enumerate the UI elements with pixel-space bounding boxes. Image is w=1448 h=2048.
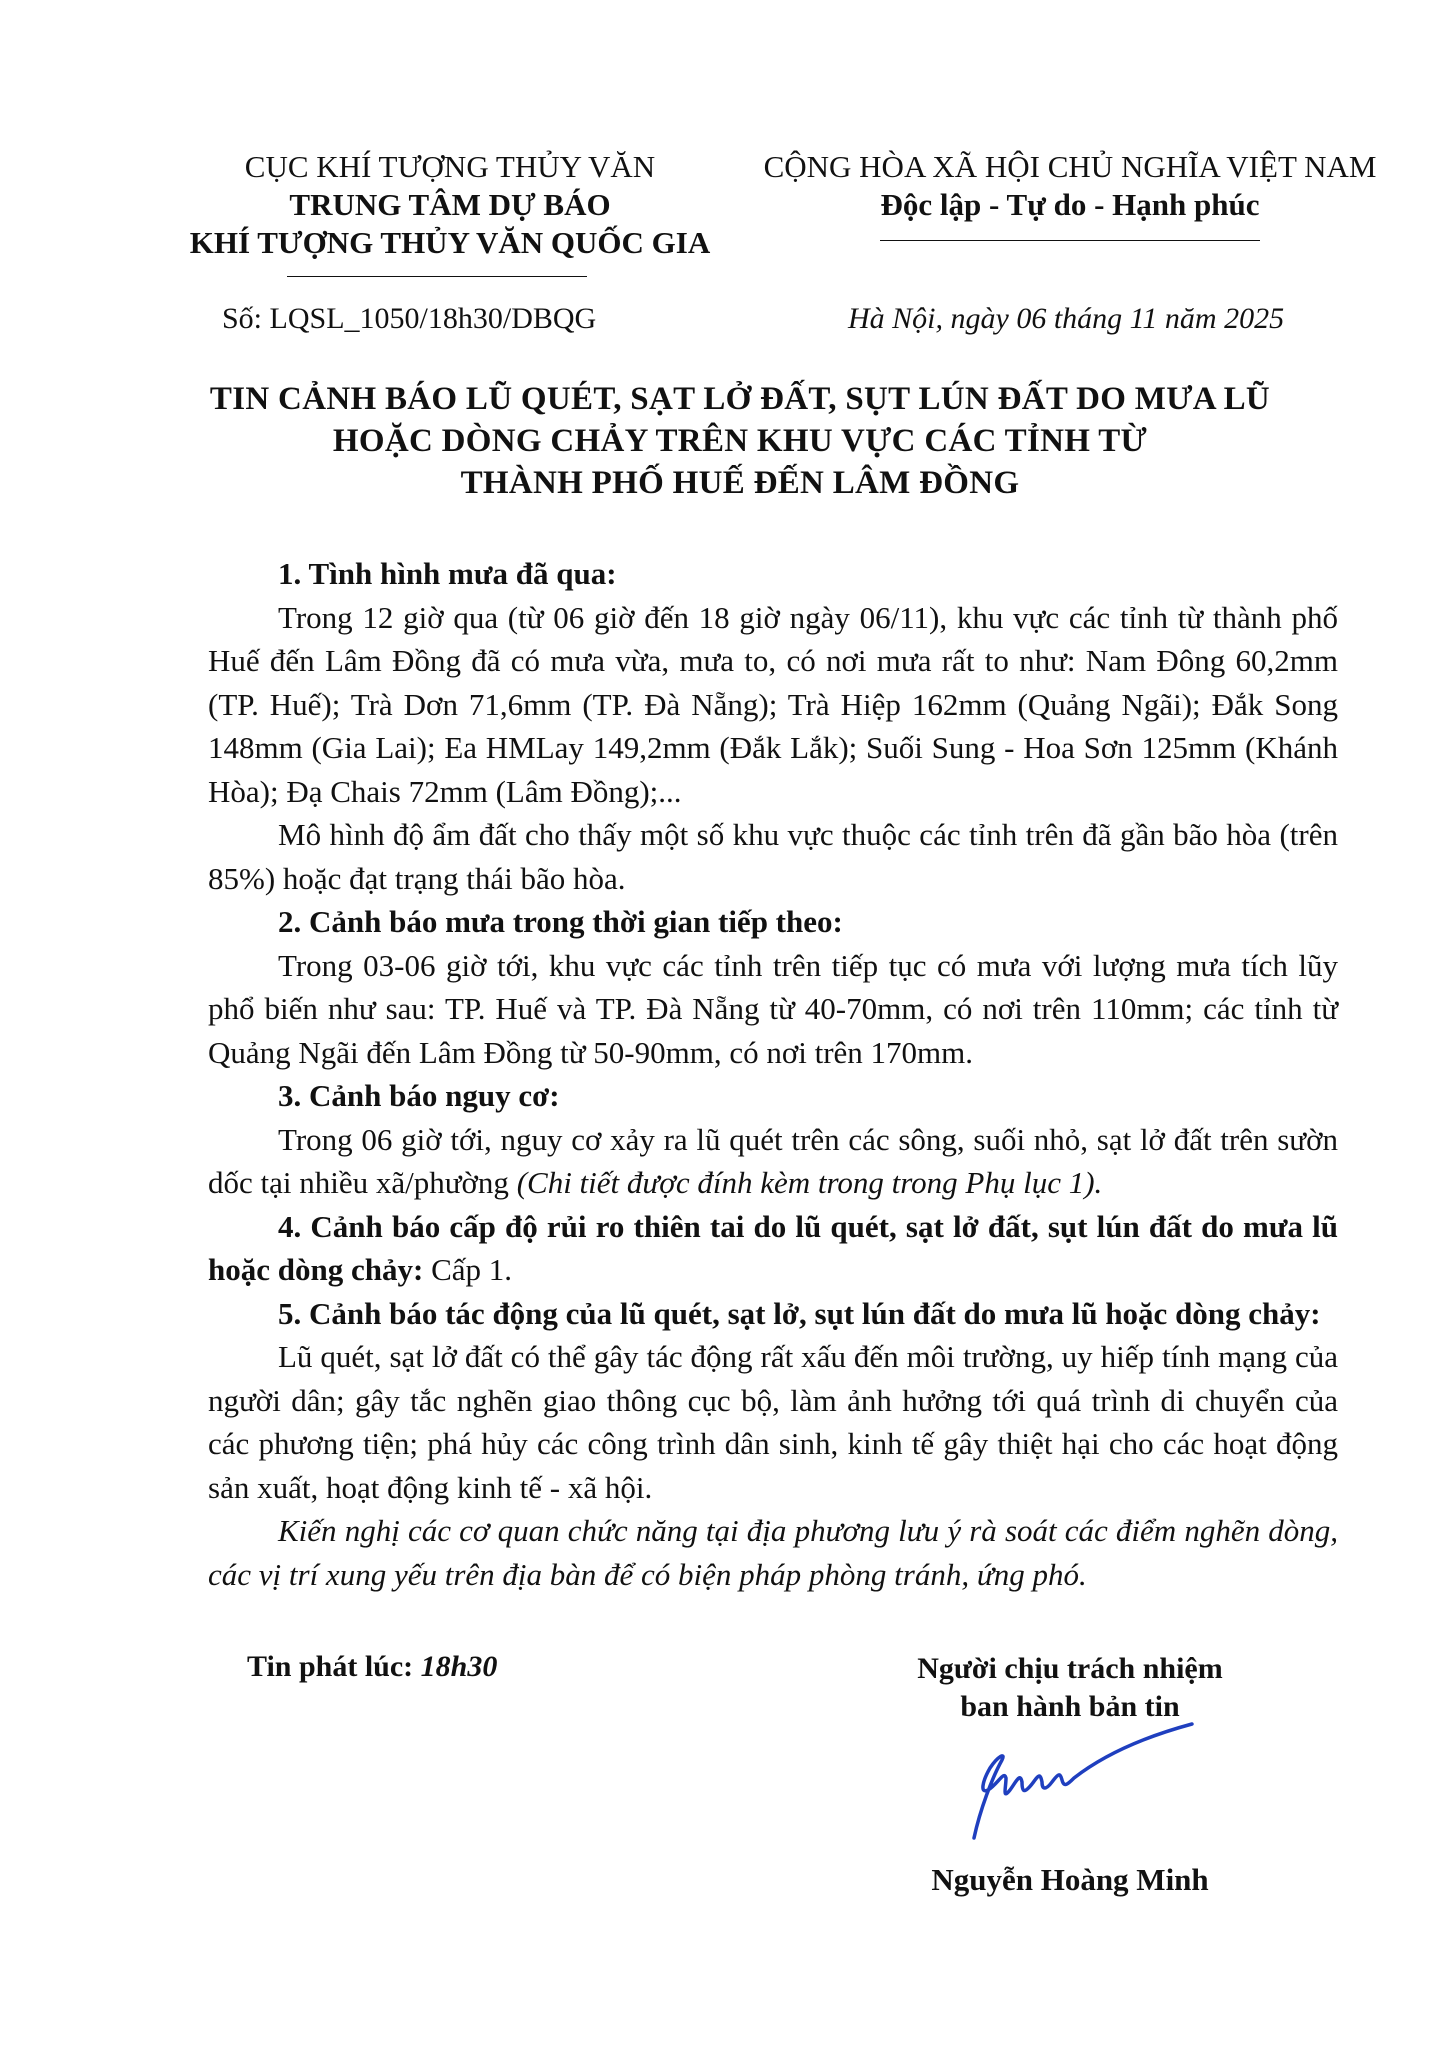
responsible-person-label [860, 1650, 1280, 1726]
signature-image [940, 1720, 1200, 1850]
document-title [150, 378, 1330, 504]
section-4-value: Cấp 1. [423, 1252, 512, 1287]
agency-parent: CỤC KHÍ TƯỢNG THỦY VĂN [244, 149, 656, 184]
section-3-text: Trong 06 giờ tới, nguy cơ xảy ra lũ quét trên các sông, suối nhỏ, sạt lở đất trên sườn dốc tại nhiều xã/phường [208, 1121, 1338, 1200]
issued-time-value: 18h30 [420, 1650, 498, 1683]
section-2-paragraph-1: Trong 03-06 giờ tới, khu vực các tỉnh trên tiếp tục có mưa với lượng mưa tích lũy phổ biến như sau: TP. Huế và TP. Đà Nẵng từ 40-70mm, có nơi trên 110mm; các tỉnh từ Quảng Ngãi đến Lâm Đồng từ 50-90mm, có nơi trên 170mm. [208, 947, 1338, 1070]
section-3-appendix-note: (Chi tiết được đính kèm trong trong Phụ lục 1). [516, 1165, 1103, 1200]
document-number: Số: LQSL_1050/18h30/DBQG [222, 302, 597, 335]
signer-name: Nguyễn Hoàng Minh [931, 1862, 1209, 1897]
section-1-paragraph-1: Trong 12 giờ qua (từ 06 giờ đến 18 giờ ngày 06/11), khu vực các tỉnh từ thành phố Huế đến Lâm Đồng đã có mưa vừa, mưa to, có nơi mưa rất to như: Nam Đông 60,2mm (TP. Huế); Trà Dơn 71,6mm (TP. Đà Nẵng); Trà Hiệp 162mm (Quảng Ngãi); Đắk Song 148mm (Gia Lai); Ea HMLay 149,2mm (Đắk Lắk); Suối Sung - Hoa Sơn 125mm (Khánh Hòa); Đạ Chais 72mm (Lâm Đồng);... [208, 599, 1338, 809]
section-2-heading: 2. Cảnh báo mưa trong thời gian tiếp theo: [278, 904, 843, 939]
section-3-paragraph-1 [208, 1118, 1338, 1205]
motto-underline [880, 240, 1260, 241]
title-line-2: HOẶC DÒNG CHẢY TRÊN KHU VỰC CÁC TỈNH TỪ [332, 423, 1148, 459]
signature-stroke [974, 1724, 1192, 1838]
section-1-heading: 1. Tình hình mưa đã qua: [278, 556, 617, 591]
issuing-agency [150, 148, 750, 262]
section-4 [208, 1205, 1338, 1292]
title-line-1: TIN CẢNH BÁO LŨ QUÉT, SẠT LỞ ĐẤT, SỤT LÚN ĐẤT DO MƯA LŨ [209, 381, 1271, 417]
section-5-heading: 5. Cảnh báo tác động của lũ quét, sạt lở, sụt lún đất do mưa lũ hoặc dòng chảy: [278, 1295, 1321, 1331]
section-5-recommendation: Kiến nghị các cơ quan chức năng tại địa phương lưu ý rà soát các điểm nghẽn dòng, các vị trí xung yếu trên địa bàn để có biện pháp phòng tránh, ứng phó. [208, 1513, 1338, 1592]
title-line-3: THÀNH PHỐ HUẾ ĐẾN LÂM ĐỒNG [460, 465, 1020, 501]
issued-time [247, 1650, 497, 1684]
responsible-line-2: ban hành bản tin [960, 1690, 1180, 1723]
issued-label: Tin phát lúc: [247, 1650, 421, 1683]
section-4-heading: 4. Cảnh báo cấp độ rủi ro thiên tai do lũ quét, sạt lở đất, sụt lún đất do mưa lũ hoặc dòng chảy: [208, 1208, 1338, 1287]
responsible-line-1: Người chịu trách nhiệm [917, 1652, 1223, 1685]
section-3-heading: 3. Cảnh báo nguy cơ: [278, 1078, 560, 1113]
document-date: Hà Nội, ngày 06 tháng 11 năm 2025 [848, 302, 1285, 335]
national-motto: Độc lập - Tự do - Hạnh phúc [880, 187, 1260, 222]
section-1-paragraph-2: Mô hình độ ẩm đất cho thấy một số khu vực thuộc các tỉnh trên đã gần bão hòa (trên 85%) hoặc đạt trạng thái bão hòa. [208, 817, 1338, 896]
agency-name-line1: TRUNG TÂM DỰ BÁO [289, 187, 611, 222]
national-heading [730, 148, 1410, 224]
agency-underline [287, 276, 587, 277]
agency-name-line2: KHÍ TƯỢNG THỦY VĂN QUỐC GIA [189, 225, 711, 260]
section-5-paragraph-1: Lũ quét, sạt lở đất có thể gây tác động rất xấu đến môi trường, uy hiếp tính mạng của người dân; gây tắc nghẽn giao thông cục bộ, làm ảnh hưởng tới quá trình di chuyển của các phương tiện; phá hủy các công trình dân sinh, kinh tế gây thiệt hại cho các hoạt động sản xuất, hoạt động kinh tế - xã hội. [208, 1339, 1338, 1505]
document-body [208, 552, 1338, 1596]
country-name: CỘNG HÒA XÃ HỘI CHỦ NGHĨA VIỆT NAM [763, 149, 1377, 184]
